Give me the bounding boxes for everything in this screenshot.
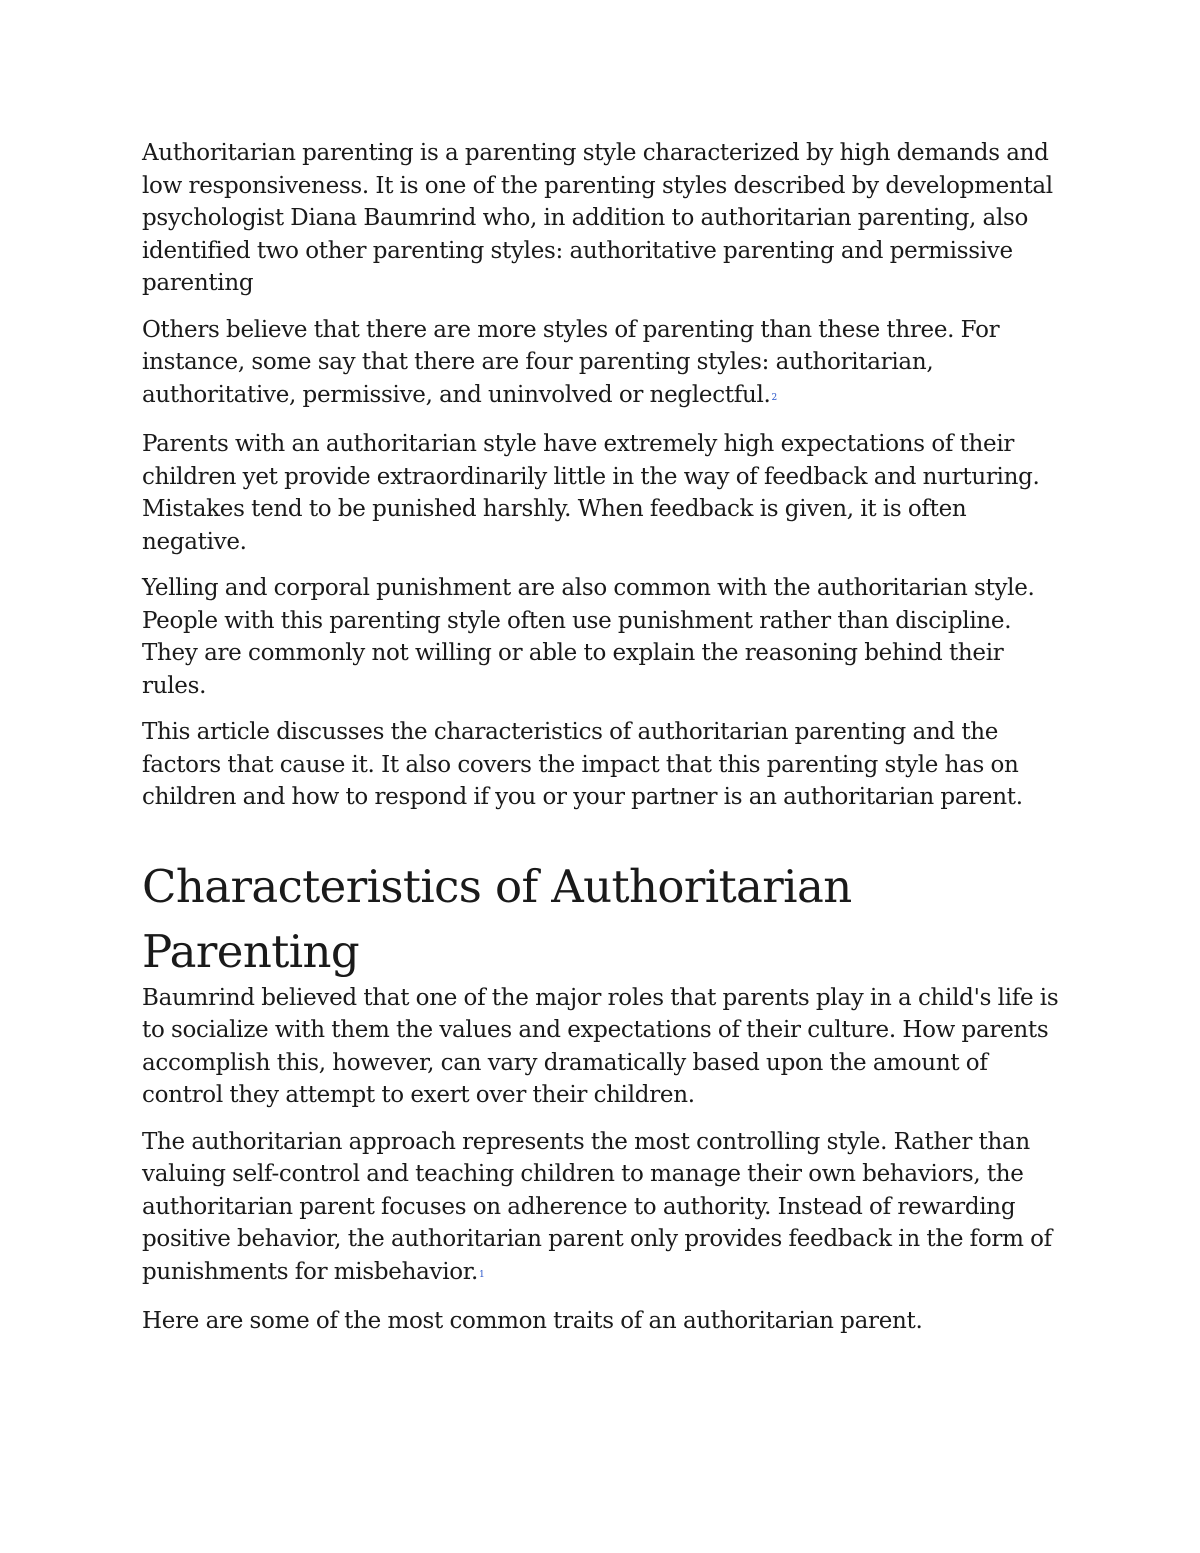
section-paragraph-1: Baumrind believed that one of the major roles that parents play in a child's life is to socialize with them the values and expectations of their culture. How parents accomplish this, however, can vary dramatically based upon the amount of control they attempt to exert over their children. xyxy=(142,984,1059,1108)
intro-paragraph-1: Authoritarian parenting is a parenting style characterized by high demands and low responsiveness. It is one of the parenting styles described by developmental psychologist Diana Baumrind who, in addition to authoritarian parenting, also identified two other parenting styles: authoritative parenting and permissive parenting xyxy=(142,140,1053,296)
section-paragraph-2-text: The authoritarian approach represents the most controlling style. Rather than valuing self-control and teaching children to manage their own behaviors, the authoritarian parent focuses on adherence to authority. Instead of rewarding positive behavior, the authoritarian parent only provides feedback in the form of punishments for misbehavior. xyxy=(142,1128,1052,1285)
citation-link-1[interactable]: 1 xyxy=(478,1269,485,1280)
intro-paragraph-2 xyxy=(142,314,1070,415)
citation-link-2[interactable]: 2 xyxy=(771,392,777,403)
intro-paragraph-3: Parents with an authoritarian style have extremely high expectations of their children yet provide extraordinarily little in the way of feedback and nurturing. Mistakes tend to be punished harshly. When feedback is given, it is often negative. xyxy=(142,431,1040,555)
section-paragraph-3: Here are some of the most common traits of an authoritarian parent. xyxy=(142,1308,923,1334)
intro-paragraph-2-text: Others believe that there are more styles of parenting than these three. For instance, some say that there are four parenting styles: authoritarian, authoritative, permissive, and uninvolved or neglectful. xyxy=(142,316,1000,408)
intro-paragraph-5: This article discusses the characteristics of authoritarian parenting and the factors that cause it. It also covers the impact that this parenting style has on children and how to respond if you or your partner is an authoritarian parent. xyxy=(142,719,1023,810)
section-heading: Characteristics of Authoritarian Parenting xyxy=(142,859,852,978)
section-paragraph-2 xyxy=(142,1126,1070,1292)
intro-paragraph-4: Yelling and corporal punishment are also common with the authoritarian style. People with this parenting style often use punishment rather than discipline. They are commonly not willing or able to explain the reasoning behind their rules. xyxy=(142,575,1035,699)
